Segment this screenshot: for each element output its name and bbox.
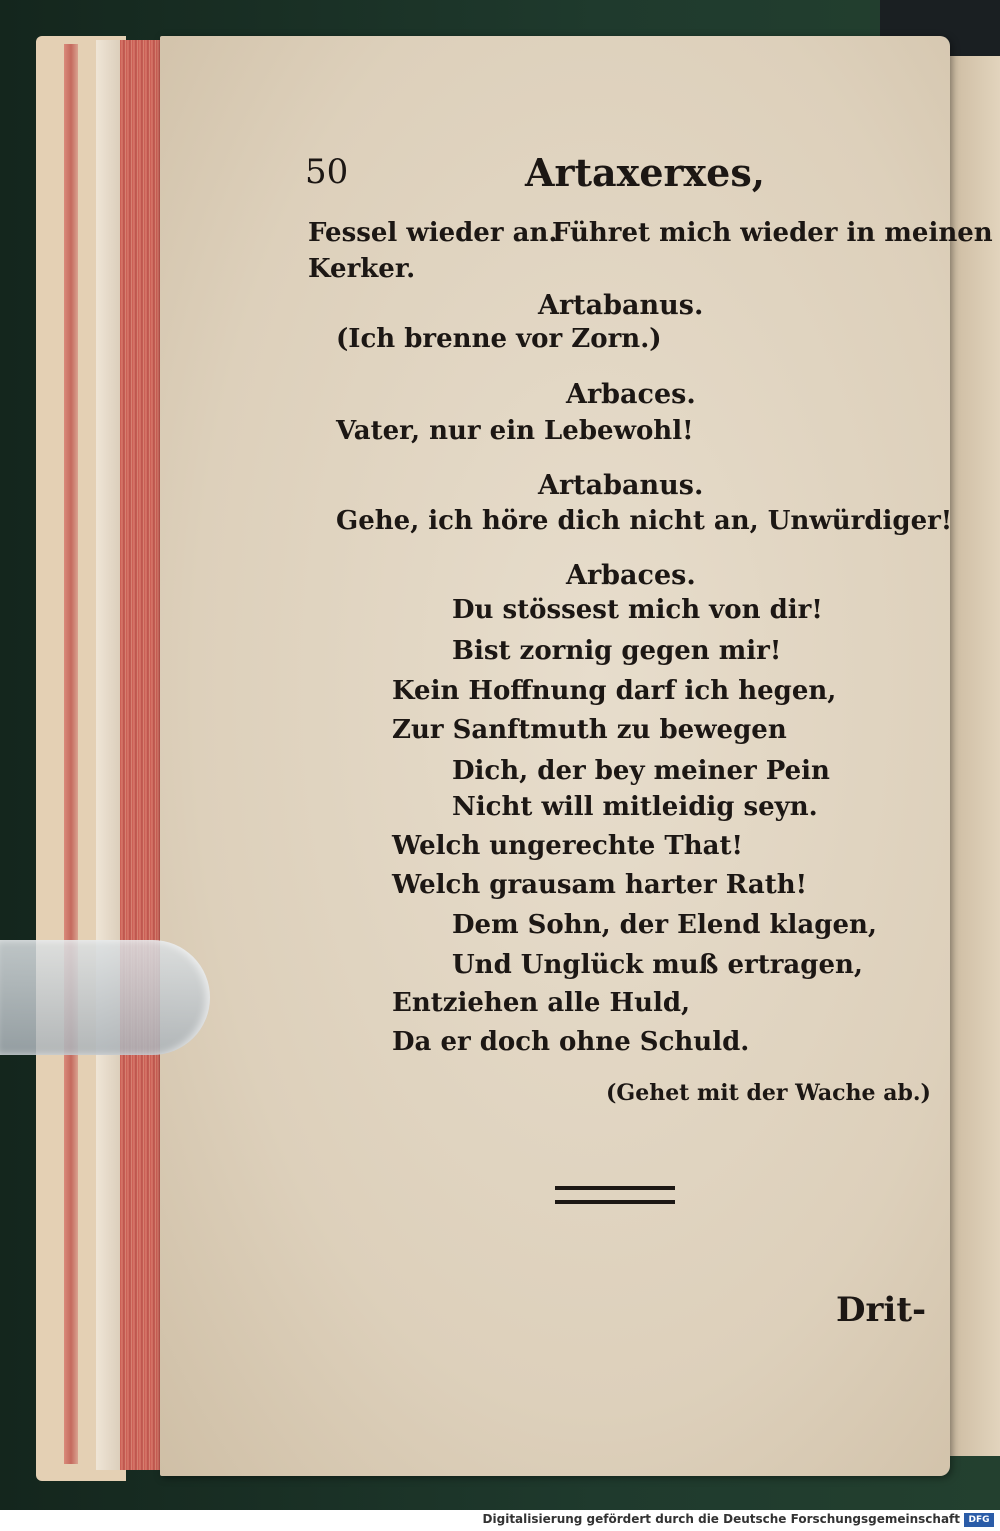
page-holder-clip (0, 940, 210, 1055)
verse-line: Kein Hoffnung darf ich hegen, (392, 676, 837, 706)
verse-line: Bist zornig gegen mir! (452, 636, 782, 666)
text-line: Kerker. (308, 254, 416, 284)
stage-direction: (Gehet mit der Wache ab.) (606, 1080, 931, 1106)
catchword: Drit- (836, 1290, 927, 1330)
speech-line: Gehe, ich höre dich nicht an, Unwürdiger! (336, 506, 953, 536)
verse-line: Zur Sanftmuth zu bewegen (392, 715, 787, 745)
verse-line: Du stössest mich von dir! (452, 595, 823, 625)
speaker-name: Arbaces. (566, 560, 696, 591)
verse-line: Und Unglück muß ertragen, (452, 950, 863, 980)
verse-line: Welch ungerechte That! (392, 831, 743, 861)
footer-credit: Digitalisierung gefördert durch die Deutsche Forschungsgemeinschaft (482, 1512, 960, 1526)
running-title: Artaxerxes, (525, 150, 765, 195)
speaker-name: Arbaces. (566, 379, 696, 410)
section-divider (555, 1186, 675, 1204)
text-line: Führet mich wieder in meinen (552, 218, 993, 248)
page-number: 50 (305, 152, 349, 192)
footer-bar (0, 1510, 1000, 1531)
dfg-logo: DFG (964, 1513, 994, 1527)
text-line: Fessel wieder an. (308, 218, 558, 248)
speech-line: Vater, nur ein Lebewohl! (336, 416, 694, 446)
verse-line: Dem Sohn, der Elend klagen, (452, 910, 877, 940)
speech-line: (Ich brenne vor Zorn.) (336, 324, 662, 354)
red-edge-stripe (64, 44, 78, 1464)
speaker-name: Artabanus. (538, 470, 704, 501)
verse-line: Da er doch ohne Schuld. (392, 1027, 750, 1057)
verse-line: Welch grausam harter Rath! (392, 870, 808, 900)
verse-line: Entziehen alle Huld, (392, 988, 691, 1018)
speaker-name: Artabanus. (538, 290, 704, 321)
verse-line: Nicht will mitleidig seyn. (452, 792, 818, 822)
verse-line: Dich, der bey meiner Pein (452, 756, 830, 786)
facing-page-edge (950, 56, 1000, 1456)
